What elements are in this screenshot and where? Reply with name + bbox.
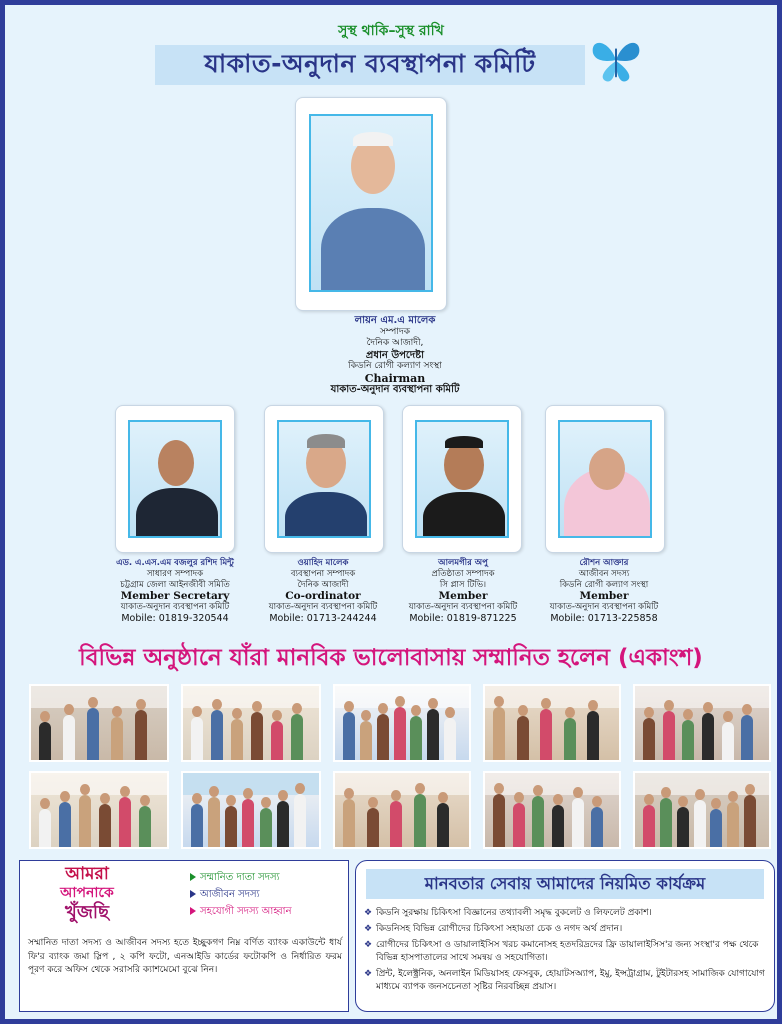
member-line: দৈনিক আজাদী [297, 580, 349, 590]
chairman-line: সম্পাদক [379, 326, 410, 337]
member-photo-frame [264, 405, 384, 553]
seek-line: আমরা [65, 864, 109, 884]
member-role: Co-ordinator [285, 590, 361, 602]
seek-heading [28, 865, 146, 922]
member-photo [415, 420, 509, 538]
chairman-org: কিডনি রোগী কল্যাণ সংস্থা [348, 361, 442, 371]
member-photo [558, 420, 652, 538]
chairman-info [235, 315, 555, 396]
member-line: আজীবন সদস্য [578, 569, 630, 579]
membership-description: সম্মানিত দাতা সদস্য ও আজীবন সদস্য হতে ইচ্ছুকগণ নিম্ন বর্ণিত ব্যাংক একাউন্টে ধার্য ফি'র ব্যাংক জমা স্লিপ , ২ কপি ফটো, এনআইডি কার্ডের ফটোকপি ও নির্ধারিত ফরম পূরণ করে অফিস থেকে সরাসরি ক্যাশমেমো বুঝে নিন। [28, 938, 342, 975]
chairman-committee: যাকাত-অনুদান ব্যবস্থাপনা কমিটি [330, 384, 460, 395]
membership-type: সহযোগী সদস্য আহ্বান [190, 903, 292, 920]
event-photo [181, 771, 321, 849]
member-photo-frame [402, 405, 522, 553]
member-role: Member [579, 590, 629, 602]
member-photo [277, 420, 371, 538]
member-line: সাধারণ সম্পাদক [146, 569, 204, 579]
chairman-role: Chairman [364, 371, 426, 385]
member-line: কিডনি রোগী কল্যাণ সংস্থা [559, 580, 649, 590]
programs-box [355, 860, 775, 1012]
programs-list [364, 907, 768, 997]
member-mobile: Mobile: 01819-320544 [121, 613, 229, 624]
chairman-name: লায়ন এম.এ মালেক [354, 315, 436, 326]
butterfly-icon [587, 31, 645, 89]
member-committee: যাকাত-অনুদান ব্যবস্থাপনা কমিটি [549, 602, 659, 612]
member-role: Member [438, 590, 488, 602]
program-item: ❖ কিডনিসহ বিভিন্ন রোগীদের চিকিৎসা সহায়তা চেক ও নগদ অর্থ প্রদান। [364, 923, 768, 936]
event-photo [29, 771, 169, 849]
membership-type: আজীবন সদস্য [190, 886, 292, 903]
chairman-line: দৈনিক আজাদী, [366, 338, 424, 348]
chairman-photo-frame [295, 97, 447, 311]
event-photo [181, 684, 321, 762]
member-line: প্রতিষ্ঠাতা সম্পাদক [431, 569, 495, 579]
event-photo [633, 684, 771, 762]
member-mobile: Mobile: 01819-871225 [409, 613, 517, 624]
member-committee: যাকাত-অনুদান ব্যবস্থাপনা কমিটি [120, 602, 230, 612]
member-info [529, 558, 679, 624]
member-line: চট্টগ্রাম জেলা আইনজীবী সমিতি [120, 580, 230, 590]
member-photo [128, 420, 222, 538]
member-line: সি প্লাস টিভি। [439, 580, 487, 590]
member-photo-frame [545, 405, 665, 553]
member-mobile: Mobile: 01713-225858 [550, 613, 658, 624]
programs-title: মানবতার সেবায় আমাদের নিয়মিত কার্যক্রম [366, 869, 764, 899]
program-item: ❖ কিডনি সুরক্ষায় চিকিৎসা বিজ্ঞানের তথ্যাবলী সমৃদ্ধ বুকলেট ও লিফলেট প্রকাশ। [364, 907, 768, 920]
member-mobile: Mobile: 01713-244244 [269, 613, 377, 624]
event-photo [483, 771, 621, 849]
member-line: ব্যবস্থাপনা সম্পাদক [290, 569, 356, 579]
chairman-photo [309, 114, 433, 292]
seek-line: খুঁজছি [65, 902, 109, 923]
member-info [248, 558, 398, 624]
member-role: Member Secretary [120, 590, 230, 602]
event-photo [333, 684, 471, 762]
membership-type: সম্মানিত দাতা সদস্য [190, 869, 292, 886]
member-info [388, 558, 538, 624]
honor-title: বিভিন্ন অনুষ্ঠানে যাঁরা মানবিক ভালোবাসায় সম্মানিত হলেন (একাংশ) [79, 645, 703, 671]
member-name: আলমগীর অপু [438, 558, 488, 568]
event-photo [29, 684, 169, 762]
member-committee: যাকাত-অনুদান ব্যবস্থাপনা কমিটি [268, 602, 378, 612]
membership-types [190, 869, 292, 920]
member-name: রৌশন আক্তার [579, 558, 629, 568]
member-committee: যাকাত-অনুদান ব্যবস্থাপনা কমিটি [408, 602, 518, 612]
member-name: এড. এ.এস.এম বজলুর রশিদ মিন্টু [116, 558, 234, 568]
program-item: ❖ প্রিন্ট, ইলেক্ট্রনিক, অনলাইন মিডিয়াসহ ফেসবুক, হোয়াটসঅ্যাপ, ইমু, ইন্সট্রাগ্রাম, টুইটারসহ সামাজিক যোগাযোগ মাধ্যমে ব্যাপক জনসচেনতা সৃষ্টির নিরবচ্ছিন্ন প্রয়াস। [364, 968, 768, 994]
program-item: ❖ রোগীদের চিকিৎসা ও ডায়ালাইসিস খরচ কমানোসহ হতদরিদ্রদের ফ্রি ডায়ালাইসিস'র জন্য সংস্থা'র পক্ষ থেকে বিভিন্ন হাসপাতালের সাথে সমন্বয় ও সহযোগিতা। [364, 939, 768, 965]
chairman-title-bn: প্রধান উপদেষ্টা [365, 349, 425, 361]
membership-box [19, 860, 349, 1012]
member-name: ওয়াহিদ মালেক [297, 558, 349, 568]
event-photo [633, 771, 771, 849]
member-photo-frame [115, 405, 235, 553]
seek-line: আপনাকে [60, 885, 114, 901]
event-photo [333, 771, 471, 849]
committee-title: যাকাত-অনুদান ব্যবস্থাপনা কমিটি [155, 45, 585, 85]
tagline: সুস্থ থাকি–সুস্থ রাখি [338, 23, 444, 39]
event-photo [483, 684, 621, 762]
member-info [100, 558, 250, 624]
